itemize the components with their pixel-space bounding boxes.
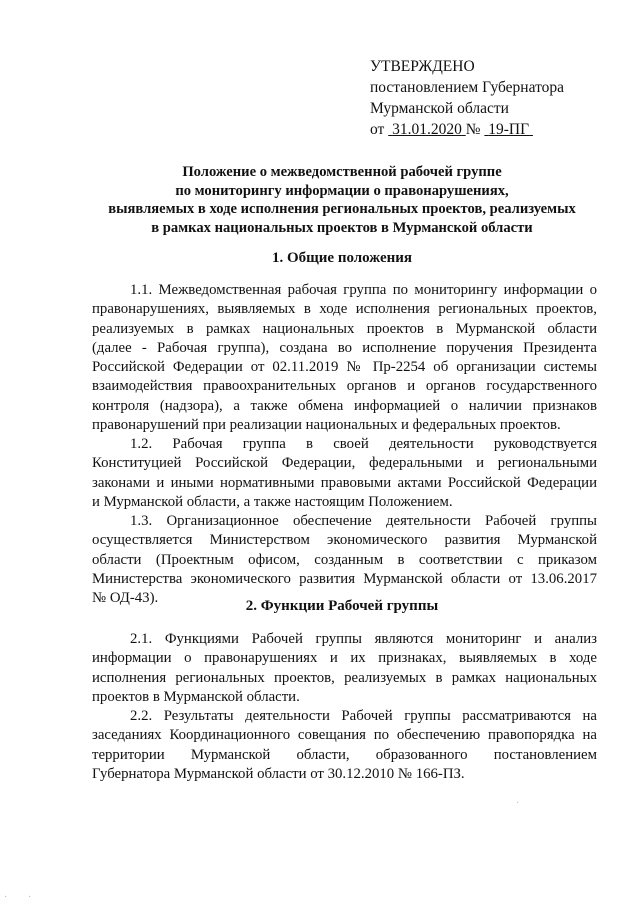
approval-heading: УТВЕРЖДЕНО: [370, 58, 475, 75]
paragraph-line: 1.3. Организационное обеспечение деятельности Рабочей группы: [130, 513, 597, 529]
scan-speck: ·: [4, 892, 8, 903]
paragraph-line: Конституцией Российской Федерации, федеральными и региональными: [92, 455, 597, 472]
paragraph-1-3: [92, 512, 597, 608]
paragraph-2-1: [92, 630, 597, 707]
approval-number-sign: №: [465, 121, 481, 138]
paragraph-line: заседаниях Координационного совещания по обеспечению правопорядка на: [92, 727, 597, 744]
paragraph-line: № ОД-43).: [92, 590, 159, 607]
paragraph-1-2: [92, 435, 597, 512]
paragraph-line: Российской Федерации от 02.11.2019 № Пр-2254 об организации системы: [92, 359, 597, 376]
paragraph-line: осуществляется Министерством экономического развития Мурманской: [92, 532, 597, 549]
approval-date: 31.01.2020: [392, 121, 462, 138]
scan-speck: ·: [28, 892, 32, 903]
approval-region: Мурманской области: [370, 100, 509, 117]
paragraph-line: правонарушениях, выявляемых в ходе исполнения региональных проектов,: [92, 301, 597, 318]
paragraph-line: правонарушений при реализации национальных и федеральных проектов.: [92, 417, 561, 434]
paragraph-line: реализуемых в рамках национальных проектов в Мурманской области: [92, 320, 597, 337]
section-heading-general: 1. Общие положения: [271, 250, 413, 266]
document-title: [60, 163, 624, 237]
paragraph-line: исполнения региональных проектов, реализуемых в рамках национальных: [92, 669, 597, 686]
approval-date-number: [370, 119, 610, 140]
approval-block: [370, 56, 610, 140]
paragraph-line: 1.1. Межведомственная рабочая группа по мониторингу информации о: [130, 282, 597, 298]
paragraph-line: и Мурманской области, а также настоящим Положением.: [92, 493, 453, 510]
paragraph-line: контроля (надзора), а также обмена информацией о наличии признаков: [92, 397, 597, 414]
scan-speck: ·: [516, 798, 520, 809]
paragraph-line: информации о правонарушениях и их признаках, выявляемых в ходе: [92, 650, 597, 667]
paragraph-line: законами и иными нормативными правовыми актами Российской Федерации: [92, 474, 597, 491]
title-line: Положение о межведомственной рабочей группе: [182, 164, 502, 180]
title-line: по мониторингу информации о правонарушениях,: [175, 182, 509, 199]
paragraph-line: 1.2. Рабочая группа в своей деятельности руководствуется: [130, 436, 597, 452]
paragraph-line: 2.2. Результаты деятельности Рабочей группы рассматриваются на: [130, 708, 597, 724]
paragraph-line: взаимодействия правоохранительных органов и органов государственного: [92, 378, 597, 395]
approval-issuer: постановлением Губернатора: [370, 79, 565, 96]
paragraph-line: области (Проектным офисом, созданным в соответствии с приказом: [92, 551, 597, 568]
paragraph-line: Губернатора Мурманской области от 30.12.2010 № 166-ПЗ.: [92, 765, 465, 782]
paragraph-line: территории Мурманской области, образованного постановлением: [92, 746, 597, 763]
paragraph-line: Министерства экономического развития Мурманской области от 13.06.2017: [92, 570, 597, 587]
paragraph-line: проектов в Мурманской области.: [92, 688, 300, 705]
paragraph-line: (далее - Рабочая группа), создана во исполнение поручения Президента: [92, 339, 597, 356]
approval-number: 19-ПГ: [488, 121, 530, 138]
paragraph-line: 2.1. Функциями Рабочей группы являются мониторинг и анализ: [130, 631, 597, 647]
approval-from: от: [370, 121, 385, 138]
section-heading-functions: 2. Функции Рабочей группы: [245, 598, 439, 614]
title-line: в рамках национальных проектов в Мурманской области: [151, 219, 533, 236]
title-line: выявляемых в ходе исполнения региональных проектов, реализуемых: [108, 201, 576, 217]
paragraph-2-2: [92, 707, 597, 784]
paragraph-1-1: [92, 281, 597, 435]
